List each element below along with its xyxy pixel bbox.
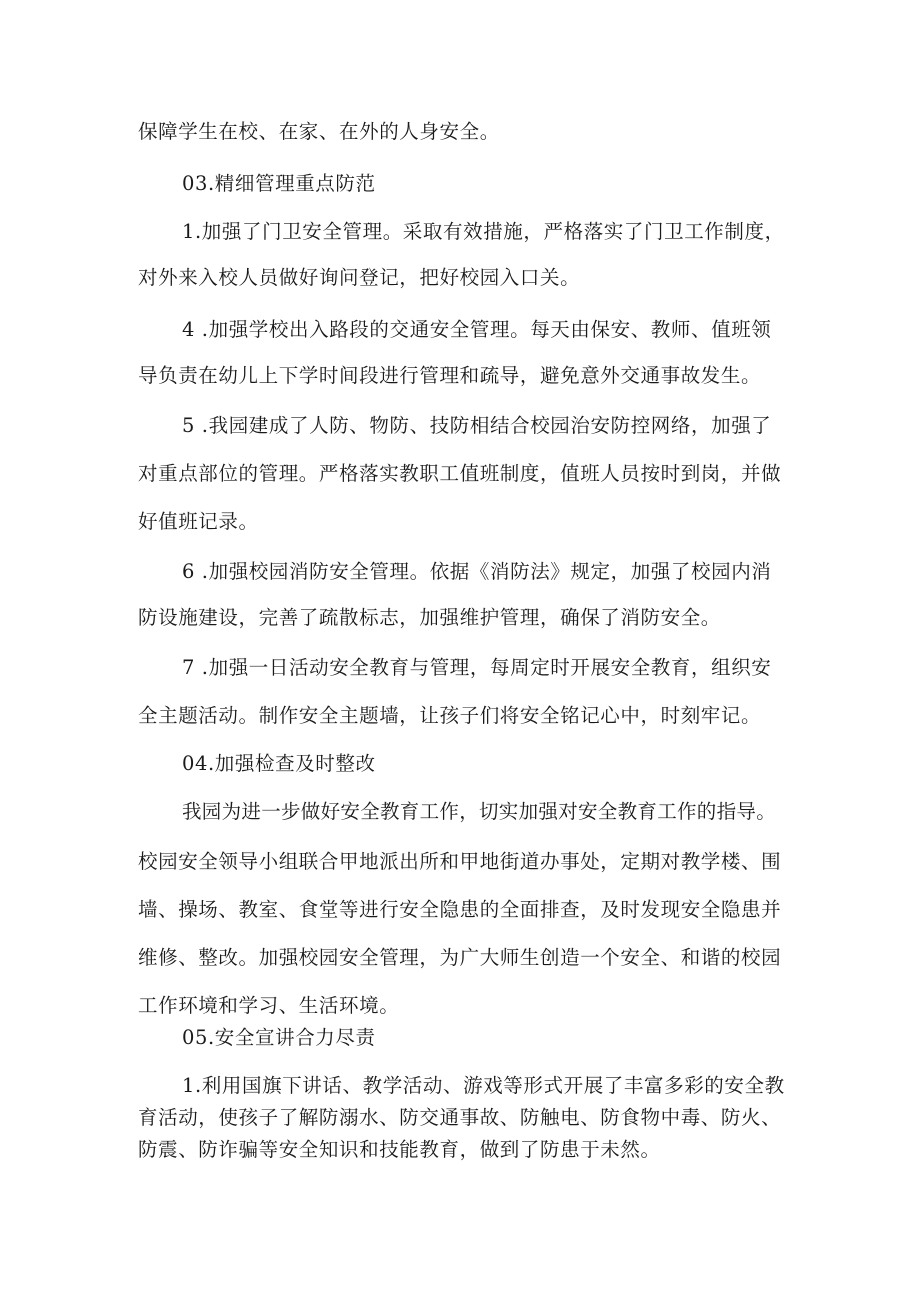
paragraph-line: 保障学生在校、在家、在外的人身安全。: [138, 120, 500, 143]
paragraph-line: 育活动，使孩子了解防溺水、防交通事故、防触电、防食物中毒、防火、: [138, 1106, 782, 1129]
paragraph-line: 墙、操场、教室、食堂等进行安全隐患的全面排查，及时发现安全隐患并: [138, 898, 782, 921]
paragraph-line: 导负责在幼儿上下学时间段进行管理和疏导，避免意外交通事故发生。: [138, 364, 762, 387]
paragraph-line: 6 .加强校园消防安全管理。依据《消防法》规定，加强了校园内消: [182, 560, 772, 583]
paragraph-line: 防设施建设，完善了疏散标志，加强维护管理，确保了消防安全。: [138, 606, 721, 629]
paragraph-line: 5 .我园建成了人防、物防、技防相结合校园治安防控网络，加强了: [182, 414, 772, 437]
paragraph-line: 1.加强了门卫安全管理。采取有效措施，严格落实了门卫工作制度，: [182, 220, 785, 243]
paragraph-line: 4 .加强学校出入路段的交通安全管理。每天由保安、教师、值班领: [182, 318, 772, 341]
paragraph-line: 维修、整改。加强校园安全管理，为广大师生创造一个安全、和谐的校园: [138, 946, 782, 969]
section-heading-05: 05.安全宣讲合力尽责: [182, 1026, 376, 1049]
section-heading-03: 03.精细管理重点防范: [182, 172, 376, 195]
paragraph-line: 好值班记录。: [138, 510, 259, 533]
paragraph-line: 1.利用国旗下讲话、教学活动、游戏等形式开展了丰富多彩的安全教: [182, 1074, 785, 1097]
paragraph-line: 防震、防诈骗等安全知识和技能教育，做到了防患于未然。: [138, 1138, 661, 1161]
paragraph-line: 工作环境和学习、生活环境。: [138, 994, 400, 1017]
paragraph-line: 对外来入校人员做好询问登记，把好校园入口关。: [138, 266, 581, 289]
paragraph-line: 全主题活动。制作安全主题墙，让孩子们将安全铭记心中，时刻牢记。: [138, 704, 762, 727]
paragraph-line: 7 .加强一日活动安全教育与管理，每周定时开展安全教育，组织安: [182, 656, 772, 679]
paragraph-line: 对重点部位的管理。严格落实教职工值班制度，值班人员按时到岗，并做: [138, 462, 782, 485]
paragraph-line: 我园为进一步做好安全教育工作，切实加强对安全教育工作的指导。: [182, 800, 777, 823]
section-heading-04: 04.加强检查及时整改: [182, 752, 376, 775]
paragraph-line: 校园安全领导小组联合甲地派出所和甲地街道办事处，定期对教学楼、围: [138, 850, 782, 873]
